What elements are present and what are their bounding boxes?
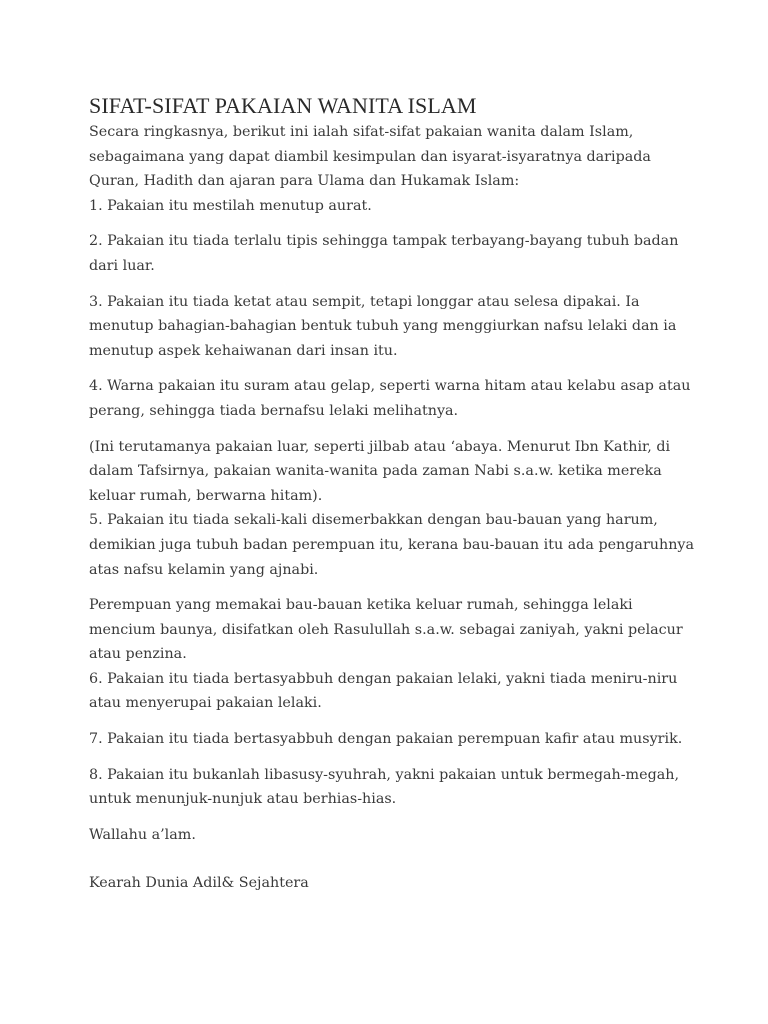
document-page: [89, 92, 701, 896]
item-4: 4. Warna pakaian itu suram atau gelap, seperti warna hitam atau kelabu asap atau perang, sehingga tiada bernafsu lelaki melihatnya.: [89, 378, 691, 419]
item-6: 6. Pakaian itu tiada bertasyabbuh dengan pakaian lelaki, yakni tiada meniru-niru atau menyerupai pakaian lelaki.: [89, 670, 678, 712]
intro-paragraph: Secara ringkasnya, berikut ini ialah sifat-sifat pakaian wanita dalam Islam, sebagaimana yang dapat diambil kesimpulan dan isyarat-isyaratnya daripada Quran, Hadith dan ajaran para Ulama dan Hukamak Islam:: [89, 124, 651, 190]
closing-line: Wallahu a’lam.: [89, 826, 196, 843]
item-1: 1. Pakaian itu mestilah menutup aurat.: [89, 197, 372, 214]
item-5-note: Perempuan yang memakai bau-bauan ketika keluar rumah, sehingga lelaki mencium baunya, disifatkan oleh Rasulullah s.a.w. sebagai zaniyah, yakni pelacur atau penzina.: [89, 597, 683, 663]
document-title: SIFAT-SIFAT PAKAIAN WANITA ISLAM: [89, 93, 477, 118]
item-8: 8. Pakaian itu bukanlah libasusy-syuhrah, yakni pakaian untuk bermegah-megah, untuk menunjuk-nunjuk atau berhias-hias.: [89, 766, 679, 808]
item-4-note: (Ini terutamanya pakaian luar, seperti jilbab atau ‘abaya. Menurut Ibn Kathir, di dalam Tafsirnya, pakaian wanita-wanita pada zaman Nabi s.a.w. ketika mereka keluar rumah, berwarna hitam).: [89, 438, 671, 504]
item-5: 5. Pakaian itu tiada sekali-kali disemerbakkan dengan bau-bauan yang harum, demikian juga tubuh badan perempuan itu, kerana bau-bauan itu ada pengaruhnya atas nafsu kelamin yang ajnabi.: [89, 512, 694, 578]
item-7: 7. Pakaian itu tiada bertasyabbuh dengan pakaian perempuan kafir atau musyrik.: [89, 731, 683, 748]
item-3: 3. Pakaian itu tiada ketat atau sempit, tetapi longgar atau selesa dipakai. Ia menutup bahagian-bahagian bentuk tubuh yang menggiurkan nafsu lelaki dan ia menutup aspek kehaiwanan dari insan itu.: [89, 293, 677, 359]
item-2: 2. Pakaian itu tiada terlalu tipis sehingga tampak terbayang-bayang tubuh badan dari luar.: [89, 233, 679, 274]
signature-line: Kearah Dunia Adil& Sejahtera: [89, 875, 309, 892]
